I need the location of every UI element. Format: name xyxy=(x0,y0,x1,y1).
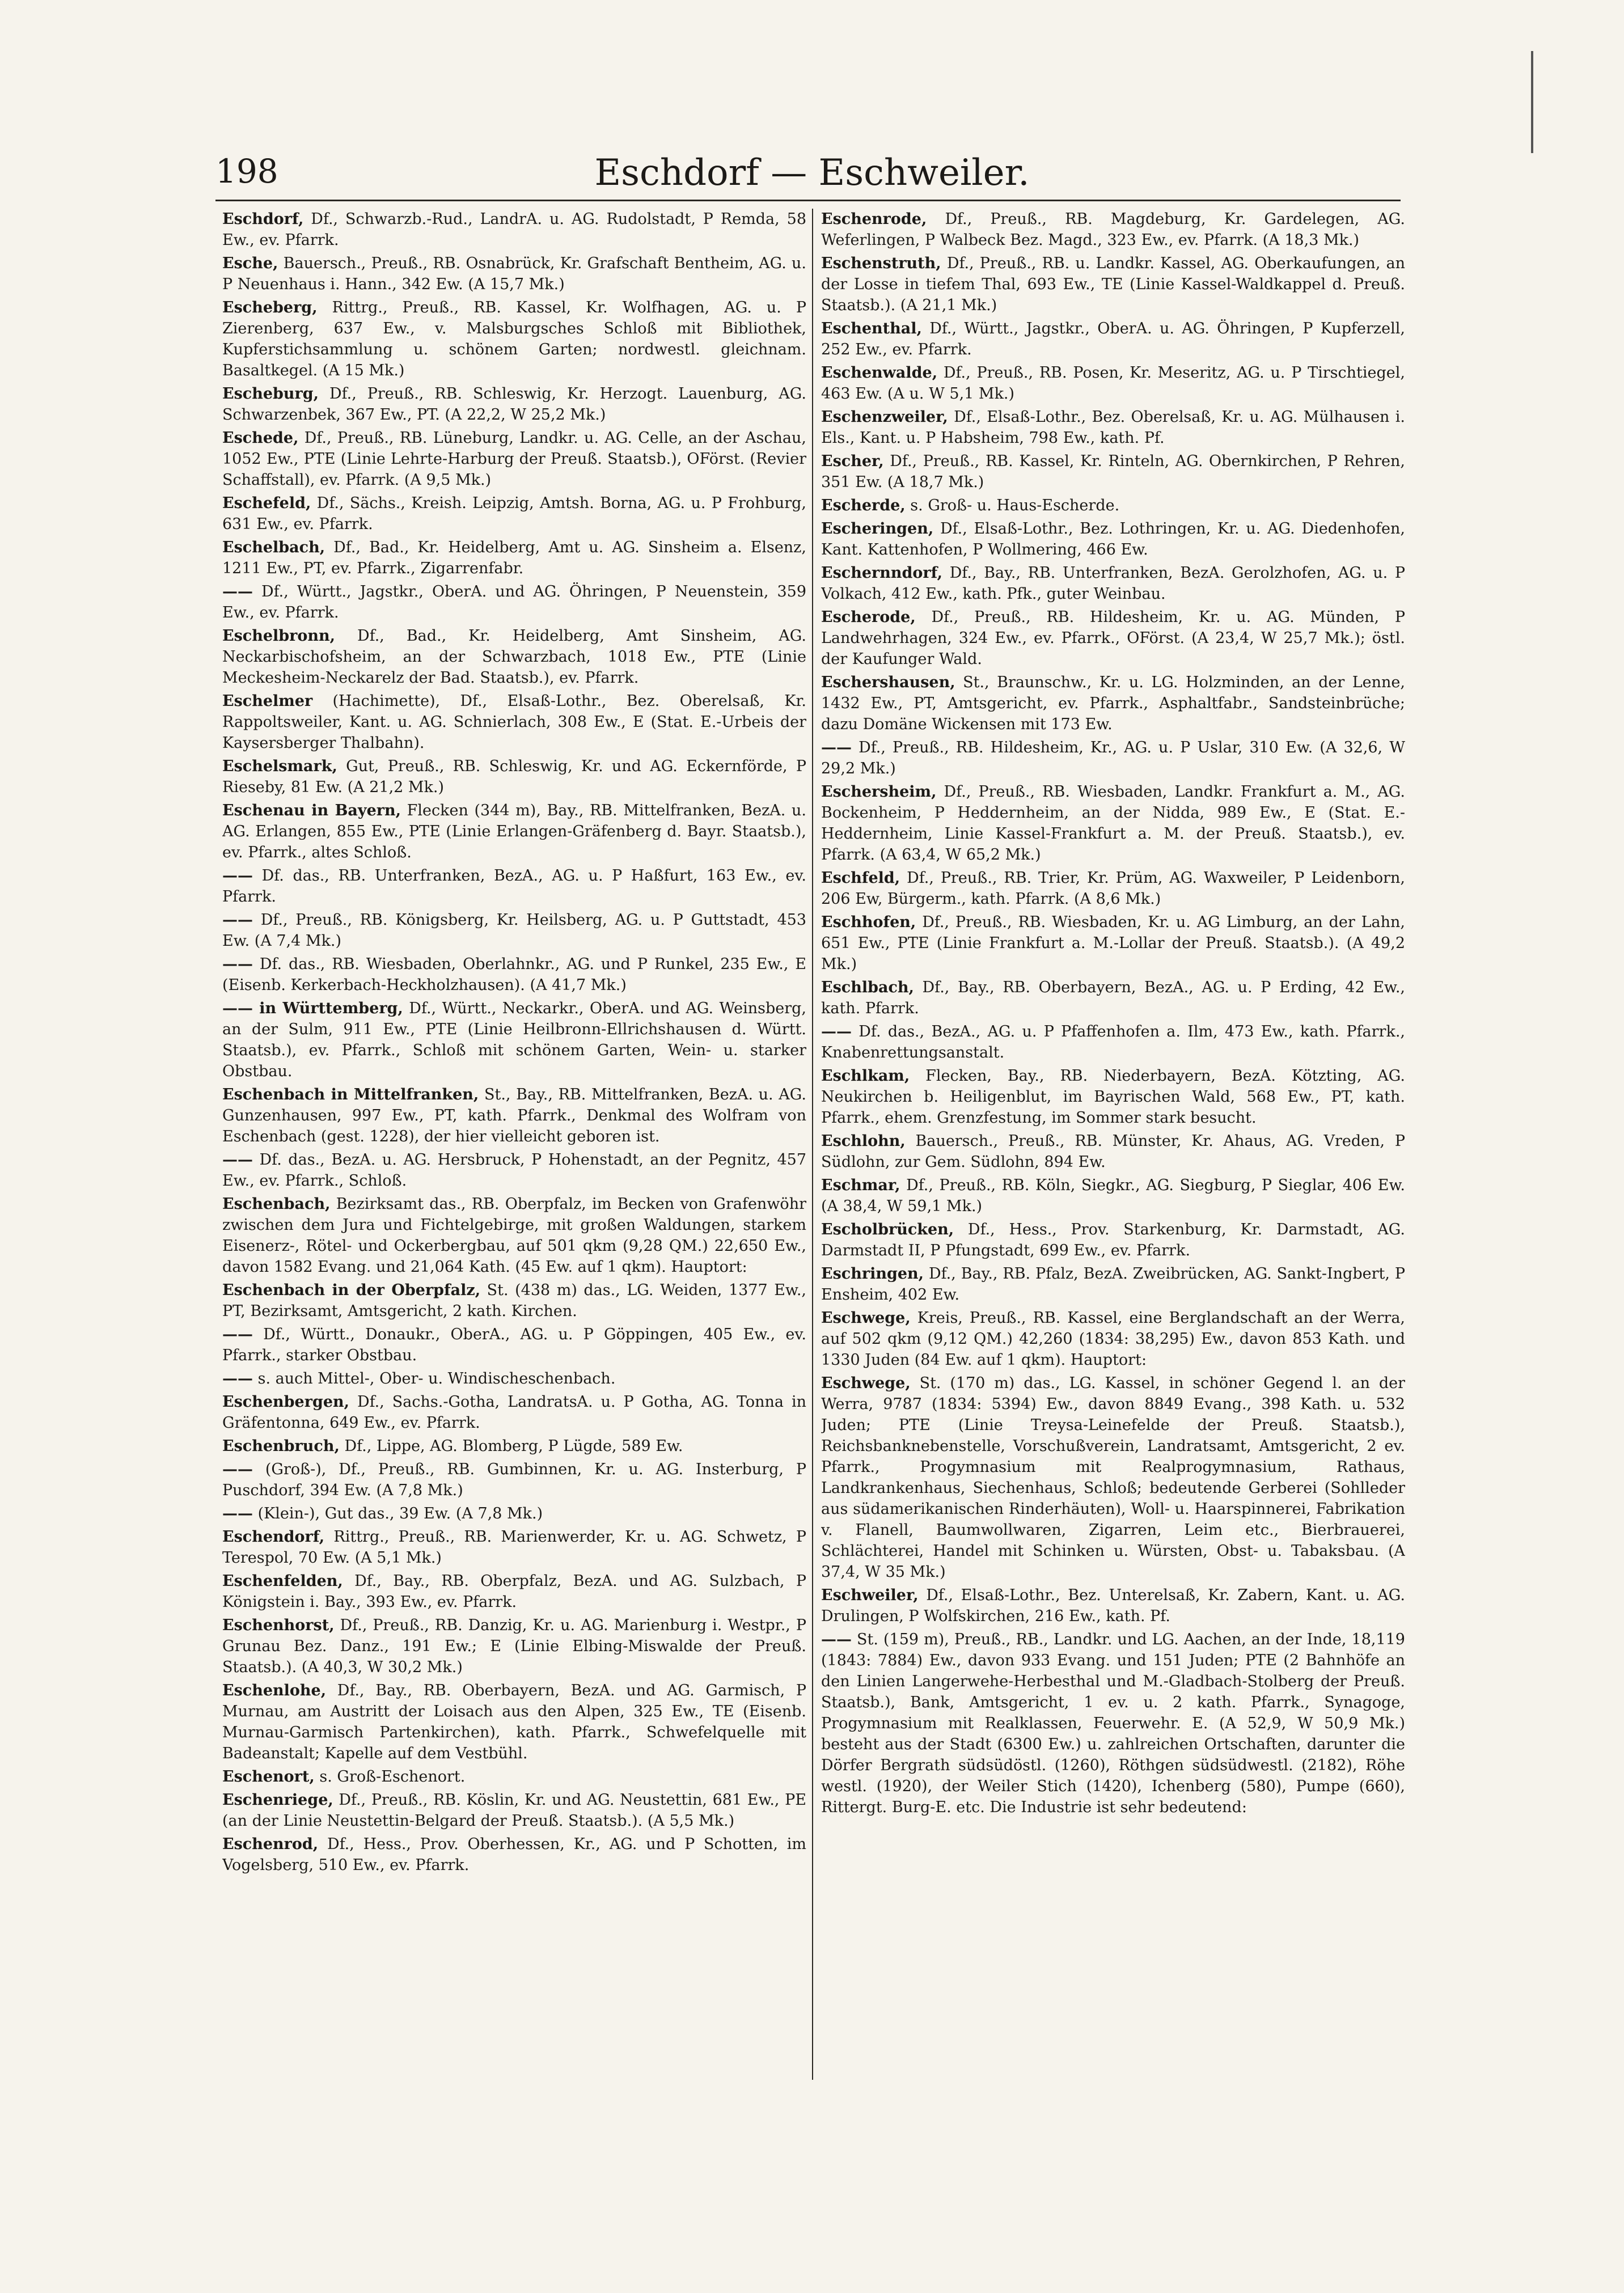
page-number: 198 xyxy=(215,152,278,191)
entry-text: Rittrg., Preuß., RB. Kassel, Kr. Wolfhagen, AG. u. P Zierenberg, 637 Ew., v. Malsburgsches Schloß mit Bibliothek, Kupferstichsammlung u. schönem Garten; nordwestl. gleichnam. Basaltkegel. (A 15 Mk.) xyxy=(222,299,806,379)
entry-text: (Klein-), Gut das., 39 Ew. (A 7,8 Mk.) xyxy=(253,1505,543,1522)
entry-text: Df., Preuß., RB. Kassel, Kr. Rinteln, AG. Obernkirchen, P Rehren, 351 Ew. (A 18,7 Mk.) xyxy=(821,452,1405,491)
entry-headword: Escholbrücken, xyxy=(821,1221,954,1238)
entry-text: Df., Preuß., RB. Hildesheim, Kr., AG. u. P Uslar, 310 Ew. (A 32,6, W 29,2 Mk.) xyxy=(821,739,1405,777)
entry-headword: —— xyxy=(222,911,253,929)
entry-text: Df., Württ., Donaukr., OberA., AG. u. P Göppingen, 405 Ew., ev. Pfarrk., starker Obstbau. xyxy=(222,1326,806,1364)
gazetteer-entry xyxy=(821,781,1405,865)
entry-text: Flecken, Bay., RB. Niederbayern, BezA. Kötzting, AG. Neukirchen b. Heiligenblut, im Bayrischen Wald, 568 Ew., PT, kath. Pfarrk., ehem. Grenzfestung, im Sommer stark besucht. xyxy=(821,1067,1405,1127)
entry-headword: Eschweiler, xyxy=(821,1587,919,1604)
entry-text: Df., Preuß., RB. Magdeburg, Kr. Gardelegen, AG. Weferlingen, P Walbeck Bez. Magd., 323 Ew., ev. Pfarrk. (A 18,3 Mk.) xyxy=(821,210,1405,249)
gazetteer-entry xyxy=(821,1308,1405,1370)
entry-headword: —— xyxy=(222,1326,253,1343)
entry-headword: Eschenlohe, xyxy=(222,1682,327,1699)
gazetteer-entry xyxy=(222,1149,806,1191)
entry-headword: Eschelbronn, xyxy=(222,627,336,645)
gazetteer-entry xyxy=(222,383,806,425)
entry-headword: Eschhofen, xyxy=(821,913,916,931)
gazetteer-entry xyxy=(821,1629,1405,1818)
gazetteer-entry xyxy=(222,1766,806,1787)
entry-headword: Eschdorf, xyxy=(222,210,304,228)
entry-text: Df., Bad., Kr. Heidelberg, Amt Sinsheim, AG. Neckarbischofsheim, an der Schwarzbach, 1018 Ew., PTE (Linie Meckesheim-Neckarelz der Bad. Staatsb.), ev. Pfarrk. xyxy=(222,627,806,687)
entry-headword: Eschenbruch, xyxy=(222,1437,340,1455)
entry-text: Rittrg., Preuß., RB. Marienwerder, Kr. u. AG. Schwetz, P Terespol, 70 Ew. (A 5,1 Mk.) xyxy=(222,1528,806,1567)
gazetteer-entry xyxy=(222,1391,806,1433)
entry-text: Df., Preuß., RB. Trier, Kr. Prüm, AG. Waxweiler, P Leidenborn, 206 Ew, Bürgerm., kath. Pfarrk. (A 8,6 Mk.) xyxy=(821,869,1405,908)
entry-text: Df., Preuß., RB. Schleswig, Kr. Herzogt. Lauenburg, AG. Schwarzenbek, 367 Ew., PT. (A 22,2, W 25,2 Mk.) xyxy=(222,385,806,424)
entry-text: Df. das., BezA. u. AG. Hersbruck, P Hohenstadt, an der Pegnitz, 457 Ew., ev. Pfarrk., Schloß. xyxy=(222,1151,806,1190)
entry-headword: Eschenfelden, xyxy=(222,1572,343,1590)
gazetteer-entry xyxy=(821,407,1405,449)
entry-headword: Eschenrode, xyxy=(821,210,927,228)
entry-text: Df., Preuß., RB. Posen, Kr. Meseritz, AG. u. P Tirschtiegel, 463 Ew. (A u. W 5,1 Mk.) xyxy=(821,364,1405,403)
entry-text: Df., Preuß., RB. Köln, Siegkr., AG. Siegburg, P Sieglar, 406 Ew. (A 38,4, W 59,1 Mk.) xyxy=(821,1177,1405,1215)
entry-headword: Eschelmer xyxy=(222,692,313,710)
gazetteer-entry xyxy=(222,1280,806,1322)
gazetteer-entry xyxy=(222,209,806,251)
entry-text: Gut, Preuß., RB. Schleswig, Kr. und AG. Eckernförde, P Rieseby, 81 Ew. (A 21,2 Mk.) xyxy=(222,758,806,796)
gazetteer-entry xyxy=(222,297,806,381)
gazetteer-entry xyxy=(222,1834,806,1876)
entry-text: Df. das., RB. Wiesbaden, Oberlahnkr., AG. und P Runkel, 235 Ew., E (Eisenb. Kerkerbach-Heckholzhausen). (A 41,7 Mk.) xyxy=(222,955,806,994)
entry-headword: Eschmar, xyxy=(821,1177,900,1194)
gazetteer-entry xyxy=(222,493,806,535)
entry-text: Df., Bay., RB. Oberpfalz, BezA. und AG. Sulzbach, P Königstein i. Bay., 393 Ew., ev. Pfarrk. xyxy=(222,1572,806,1611)
margin-mark xyxy=(1531,51,1533,153)
entry-headword: —— xyxy=(222,583,253,600)
entry-headword: Eschenwalde, xyxy=(821,364,938,382)
gazetteer-entry xyxy=(821,1065,1405,1128)
gazetteer-entry xyxy=(222,1368,806,1389)
gazetteer-entry xyxy=(821,209,1405,251)
entry-text: Df. das., BezA., AG. u. P Pfaffenhofen a. Ilm, 473 Ew., kath. Pfarrk., Knabenrettungsanstalt. xyxy=(821,1023,1405,1061)
gazetteer-entry xyxy=(821,1021,1405,1063)
entry-headword: Eschersheim, xyxy=(821,783,937,801)
entry-headword: Escherode, xyxy=(821,608,916,626)
gazetteer-entry xyxy=(222,625,806,688)
gazetteer-entry xyxy=(821,318,1405,360)
entry-text: Df., Hess., Prov. Oberhessen, Kr., AG. und P Schotten, im Vogelsberg, 510 Ew., ev. Pfarrk. xyxy=(222,1835,806,1874)
entry-text: Bauersch., Preuß., RB. Münster, Kr. Ahaus, AG. Vreden, P Südlohn, zur Gem. Südlohn, 894 Ew. xyxy=(821,1132,1405,1171)
entry-headword: Escher, xyxy=(821,452,884,470)
entry-text: (Groß-), Df., Preuß., RB. Gumbinnen, Kr. u. AG. Insterburg, P Puschdorf, 394 Ew. (A 7,8 Mk.) xyxy=(222,1461,806,1499)
entry-text: Df., Elsaß-Lothr., Bez. Lothringen, Kr. u. AG. Diedenhofen, Kant. Kattenhofen, P Wollmering, 466 Ew. xyxy=(821,520,1405,559)
gazetteer-entry xyxy=(222,1503,806,1524)
entry-headword: —— in Württemberg, xyxy=(222,1000,403,1017)
gazetteer-entry xyxy=(821,1373,1405,1583)
gazetteer-entry xyxy=(222,998,806,1082)
gazetteer-entry xyxy=(222,756,806,798)
entry-headword: —— xyxy=(821,1631,852,1648)
entry-headword: Eschenzweiler, xyxy=(821,408,948,426)
entry-text: Df., Preuß., RB. Lüneburg, Landkr. u. AG. Celle, an der Aschau, 1052 Ew., PTE (Linie Lehrte-Harburg der Preuß. Staatsb.), OFörst. (Revier Schaffstall), ev. Pfarrk. (A 9,5 Mk.) xyxy=(222,429,806,489)
gazetteer-entry xyxy=(222,691,806,754)
entry-headword: Eschwege, xyxy=(821,1374,911,1392)
entry-headword: Eschlohn, xyxy=(821,1132,906,1150)
entry-headword: Eschwege, xyxy=(821,1309,911,1327)
entry-text: Kreis, Preuß., RB. Kassel, eine Berglandschaft an der Werra, auf 502 qkm (9,12 QM.) 42,260 (1834: 38,295) Ew., davon 853 Kath. und 1330 Juden (84 Ew. auf 1 qkm). Hauptort: xyxy=(821,1309,1405,1369)
gazetteer-entry xyxy=(821,1219,1405,1261)
header-rule xyxy=(215,200,1401,201)
entry-text: Df., Bay., RB. Oberbayern, BezA. und AG. Garmisch, P Murnau, am Austritt der Loisach aus den Alpen, 325 Ew., TE (Eisenb. Murnau-Garmisch Partenkirchen), kath. Pfarrk., Schwefelquelle mit Badeanstalt; Kapelle auf dem Vestbühl. xyxy=(222,1682,806,1762)
entry-text: Df., Württ., Neckarkr., OberA. und AG. Weinsberg, an der Sulm, 911 Ew., PTE (Linie Heilbronn-Ellrichshausen d. Württ. Staatsb.), ev. Pfarrk., Schloß mit schönem Garten, Wein- u. starker Obstbau. xyxy=(222,1000,806,1080)
gazetteer-entry xyxy=(222,537,806,579)
entry-text: Df., Württ., Jagstkr., OberA. u. AG. Öhringen, P Kupferzell, 252 Ew., ev. Pfarrk. xyxy=(821,320,1405,358)
gazetteer-entry xyxy=(222,428,806,490)
right-column xyxy=(821,209,1405,2080)
entry-text: Df., Elsaß-Lothr., Bez. Oberelsaß, Kr. u. AG. Mülhausen i. Els., Kant. u. P Habsheim, 798 Ew., kath. Pf. xyxy=(821,408,1405,447)
entry-headword: Eschlbach, xyxy=(821,979,914,996)
column-divider xyxy=(812,209,813,2080)
gazetteer-entry xyxy=(821,1131,1405,1173)
entry-headword: Eschenrod, xyxy=(222,1835,319,1853)
entry-headword: Eschenhorst, xyxy=(222,1617,335,1634)
entry-text: Df., Bay., RB. Oberbayern, BezA., AG. u. P Erding, 42 Ew., kath. Pfarrk. xyxy=(821,979,1405,1017)
entry-headword: Eschenau in Bayern, xyxy=(222,802,401,819)
gazetteer-entry xyxy=(821,607,1405,670)
gazetteer-entry xyxy=(222,1436,806,1457)
entry-text: Df., Bad., Kr. Heidelberg, Amt u. AG. Sinsheim a. Elsenz, 1211 Ew., PT, ev. Pfarrk., Zigarrenfabr. xyxy=(222,539,806,577)
entry-text: St. (170 m) das., LG. Kassel, in schöner Gegend l. an der Werra, 9787 (1834: 5394) Ew., davon 8849 Evang., 398 Kath. u. 532 Juden; PTE (Linie Treysa-Leinefelde der Preuß. Staatsb.), Reichsbanknebenstelle, Vorschußverein, Landratsamt, Amtsgericht, 2 ev. Pfarrk., Progymnasium mit Realprogymnasium, Rathaus, Landkrankenhaus, Siechenhaus, Schloß; bedeutende Gerberei (Sohlleder aus südamerikanischen Rinderhäuten), Woll- u. Haarspinnerei, Fabrikation v. Flanell, Baumwollwaren, Zigarren, Leim etc., Bierbrauerei, Schlächterei, Handel mit Schinken u. Würsten, Obst- u. Tabaksbau. (A 37,4, W 35 Mk.) xyxy=(821,1374,1405,1581)
gazetteer-entry xyxy=(821,451,1405,493)
gazetteer-entry xyxy=(222,253,806,295)
entry-headword: Eschelbach, xyxy=(222,539,325,556)
entry-headword: Eschefeld, xyxy=(222,494,311,512)
entry-headword: Eschede, xyxy=(222,429,299,447)
gazetteer-entry xyxy=(222,581,806,623)
gazetteer-entry xyxy=(222,909,806,951)
entry-text: s. Groß- u. Haus-Escherde. xyxy=(905,497,1120,514)
gazetteer-entry xyxy=(821,1175,1405,1217)
gazetteer-entry xyxy=(222,1615,806,1678)
gazetteer-entry xyxy=(222,1526,806,1568)
entry-text: (Hachimette), Df., Elsaß-Lothr., Bez. Oberelsaß, Kr. Rappoltsweiler, Kant. u. AG. Schnierlach, 308 Ew., E (Stat. E.-Urbeis der Kaysersberger Thalbahn). xyxy=(222,692,806,752)
gazetteer-entry xyxy=(821,672,1405,735)
gazetteer-entry xyxy=(821,253,1405,316)
entry-headword: —— xyxy=(222,867,253,885)
entry-text: Df., Schwarzb.-Rud., LandrA. u. AG. Rudolstadt, P Remda, 58 Ew., ev. Pfarrk. xyxy=(222,210,806,249)
entry-text: St. (159 m), Preuß., RB., Landkr. und LG. Aachen, an der Inde, 18,119 (1843: 7884) Ew., davon 933 Evang. und 151 Juden; PTE (2 Bahnhöfe an den Linien Langerwehe-Herbesthal und M.-Gladbach-Stolberg der Preuß. Staatsb.), Bank, Amtsgericht, 1 ev. u. 2 kath. Pfarrk., Synagoge, Progymnasium mit Realklassen, Feuerwehr. E. (A 52,9, W 50,9 Mk.) besteht aus der Stadt (6300 Ew.) u. zahlreichen Ortschaften, darunter die Dörfer Bergrath südsüdöstl. (1260), Röthgen südsüdwestl. (2182), Röhe westl. (1920), der Weiler Stich (1420), Ichenberg (580), Pumpe (660), Rittergt. Burg-E. etc. Die Industrie ist sehr bedeutend: xyxy=(821,1631,1405,1816)
entry-text: s. Groß-Eschenort. xyxy=(314,1768,466,1786)
gazetteer-entry xyxy=(222,1084,806,1147)
entry-headword: Eschenbach in der Oberpfalz, xyxy=(222,1281,481,1299)
gazetteer-entry xyxy=(821,868,1405,909)
gazetteer-entry xyxy=(821,518,1405,560)
entry-text: Df., Preuß., RB. Danzig, Kr. u. AG. Marienburg i. Westpr., P Grunau Bez. Danz., 191 Ew.; E (Linie Elbing-Miswalde der Preuß. Staatsb.). (A 40,3, W 30,2 Mk.) xyxy=(222,1617,806,1676)
gazetteer-entry xyxy=(222,1789,806,1831)
entry-text: Bauersch., Preuß., RB. Osnabrück, Kr. Grafschaft Bentheim, AG. u. P Neuenhaus i. Hann., 342 Ew. (A 15,7 Mk.) xyxy=(222,255,806,293)
entry-headword: Eschernndorf, xyxy=(821,564,943,582)
entry-text: Df., Bay., RB. Unterfranken, BezA. Gerolzhofen, AG. u. P Volkach, 412 Ew., kath. Pfk., guter Weinbau. xyxy=(821,564,1405,603)
entry-text: St., Braunschw., Kr. u. LG. Holzminden, an der Lenne, 1432 Ew., PT, Amtsgericht, ev. Pfarrk., Asphaltfabr., Sandsteinbrüche; dazu Domäne Wickensen mit 173 Ew. xyxy=(821,674,1405,733)
entry-headword: Eschringen, xyxy=(821,1265,924,1283)
entry-text: s. auch Mittel-, Ober- u. Windischeschenbach. xyxy=(253,1370,616,1387)
entry-text: Bezirksamt das., RB. Oberpfalz, im Becken von Grafenwöhr zwischen dem Jura und Fichtelgebirge, mit großen Waldungen, starkem Eisenerz-, Rötel- und Ockerbergbau, auf 501 qkm (9,28 QM.) 22,650 Ew., davon 1582 Evang. und 21,064 Kath. (45 Ew. auf 1 qkm). Hauptort: xyxy=(222,1195,806,1276)
gazetteer-entry xyxy=(821,1263,1405,1305)
gazetteer-entry xyxy=(222,954,806,996)
entry-headword: Eschershausen, xyxy=(821,674,955,691)
entry-text: Df., Württ., Jagstkr., OberA. und AG. Öhringen, P Neuenstein, 359 Ew., ev. Pfarrk. xyxy=(222,583,806,621)
entry-headword: Escheringen, xyxy=(821,520,934,538)
entry-text: Df., Elsaß-Lothr., Bez. Unterelsaß, Kr. Zabern, Kant. u. AG. Drulingen, P Wolfskirchen, 216 Ew., kath. Pf. xyxy=(821,1587,1405,1625)
entry-text: Df., Preuß., RB. Hildesheim, Kr. u. AG. Münden, P Landwehrhagen, 324 Ew., ev. Pfarrk., OFörst. (A 23,4, W 25,7 Mk.); östl. der Kaufunger Wald. xyxy=(821,608,1405,668)
entry-headword: Eschenriege, xyxy=(222,1791,333,1809)
entry-headword: Eschlkam, xyxy=(821,1067,910,1085)
entry-text: St., Bay., RB. Mittelfranken, BezA. u. AG. Gunzenhausen, 997 Ew., PT, kath. Pfarrk., Denkmal des Wolfram von Eschenbach (gest. 1228), der hier vielleicht geboren ist. xyxy=(222,1086,806,1145)
entry-headword: —— xyxy=(222,1151,253,1169)
entry-headword: —— xyxy=(222,1505,253,1522)
entry-headword: Escheburg, xyxy=(222,385,319,403)
left-column xyxy=(222,209,806,2080)
gazetteer-entry xyxy=(222,1324,806,1366)
entry-headword: Eschenthal, xyxy=(821,320,922,337)
entry-text: Df. das., RB. Unterfranken, BezA., AG. u. P Haßfurt, 163 Ew., ev. Pfarrk. xyxy=(222,867,806,906)
gazetteer-entry xyxy=(222,1680,806,1764)
gazetteer-entry xyxy=(821,1585,1405,1627)
entry-text: Df., Hess., Prov. Starkenburg, Kr. Darmstadt, AG. Darmstadt II, P Pfungstadt, 699 Ew., ev. Pfarrk. xyxy=(821,1221,1405,1259)
entry-headword: Eschelsmark, xyxy=(222,758,337,775)
entry-headword: Eschenbach, xyxy=(222,1195,331,1213)
entry-text: Df., Lippe, AG. Blomberg, P Lügde, 589 Ew. xyxy=(339,1437,683,1455)
entry-text: St. (438 m) das., LG. Weiden, 1377 Ew., PT, Bezirksamt, Amtsgericht, 2 kath. Kirchen. xyxy=(222,1281,806,1320)
entry-headword: Eschenbergen, xyxy=(222,1393,350,1411)
gazetteer-entry xyxy=(222,1459,806,1501)
entry-text: Df., Preuß., RB. u. Landkr. Kassel, AG. Oberkaufungen, an der Losse in tiefem Thal, 693 Ew., TE (Linie Kassel-Waldkappel d. Preuß. Staatsb.). (A 21,1 Mk.) xyxy=(821,255,1405,314)
entry-text: Df., Preuß., RB. Köslin, Kr. und AG. Neustettin, 681 Ew., PE (an der Linie Neustettin-Belgard der Preuß. Staatsb.). (A 5,5 Mk.) xyxy=(222,1791,806,1830)
entry-headword: Eschfeld, xyxy=(821,869,900,887)
gazetteer-entry xyxy=(222,800,806,863)
entry-headword: Eschenbach in Mittelfranken, xyxy=(222,1086,479,1103)
gazetteer-entry xyxy=(222,865,806,907)
entry-headword: —— xyxy=(222,955,253,973)
entry-headword: Eschenstruth, xyxy=(821,255,941,272)
entry-headword: Eschenort, xyxy=(222,1768,315,1786)
gazetteer-entry xyxy=(821,362,1405,404)
page-title: Eschdorf — Eschweiler. xyxy=(594,152,1030,194)
entry-headword: —— xyxy=(222,1461,253,1478)
entry-text: Df., Bay., RB. Pfalz, BezA. Zweibrücken, AG. Sankt-Ingbert, P Ensheim, 402 Ew. xyxy=(821,1265,1405,1304)
gazetteer-entry xyxy=(821,495,1405,516)
gazetteer-entry xyxy=(222,1571,806,1613)
entry-text: Df., Preuß., RB. Wiesbaden, Kr. u. AG Limburg, an der Lahn, 651 Ew., PTE (Linie Frankfurt a. M.-Lollar der Preuß. Staatsb.). (A 49,2 Mk.) xyxy=(821,913,1405,973)
entry-headword: Escheberg, xyxy=(222,299,318,316)
gazetteer-entry xyxy=(821,737,1405,779)
entry-text: Df., Preuß., RB. Wiesbaden, Landkr. Frankfurt a. M., AG. Bockenheim, P Heddernheim, an der Nidda, 989 Ew., E (Stat. E.-Heddernheim, Linie Kassel-Frankfurt a. M. der Preuß. Staatsb.), ev. Pfarrk. (A 63,4, W 65,2 Mk.) xyxy=(821,783,1405,864)
entry-text: Df., Sächs., Kreish. Leipzig, Amtsh. Borna, AG. u. P Frohburg, 631 Ew., ev. Pfarrk. xyxy=(222,494,806,533)
entry-headword: —— xyxy=(821,1023,852,1040)
entry-text: Df., Preuß., RB. Königsberg, Kr. Heilsberg, AG. u. P Guttstadt, 453 Ew. (A 7,4 Mk.) xyxy=(222,911,806,950)
gazetteer-entry xyxy=(222,1194,806,1277)
entry-headword: Esche, xyxy=(222,255,278,272)
entry-headword: Eschendorf, xyxy=(222,1528,325,1546)
entry-text: Df., Sachs.-Gotha, LandratsA. u. P Gotha, AG. Tonna in Gräfentonna, 649 Ew., ev. Pfarrk. xyxy=(222,1393,806,1432)
entry-headword: Escherde, xyxy=(821,497,906,514)
gazetteer-entry xyxy=(821,562,1405,604)
gazetteer-entry xyxy=(821,912,1405,975)
entry-headword: —— xyxy=(222,1370,253,1387)
entry-text: Flecken (344 m), Bay., RB. Mittelfranken, BezA. u. AG. Erlangen, 855 Ew., PTE (Linie Erlangen-Gräfenberg d. Bayr. Staatsb.), ev. Pfarrk., altes Schloß. xyxy=(222,802,806,861)
gazetteer-entry xyxy=(821,977,1405,1019)
entry-headword: —— xyxy=(821,739,852,756)
